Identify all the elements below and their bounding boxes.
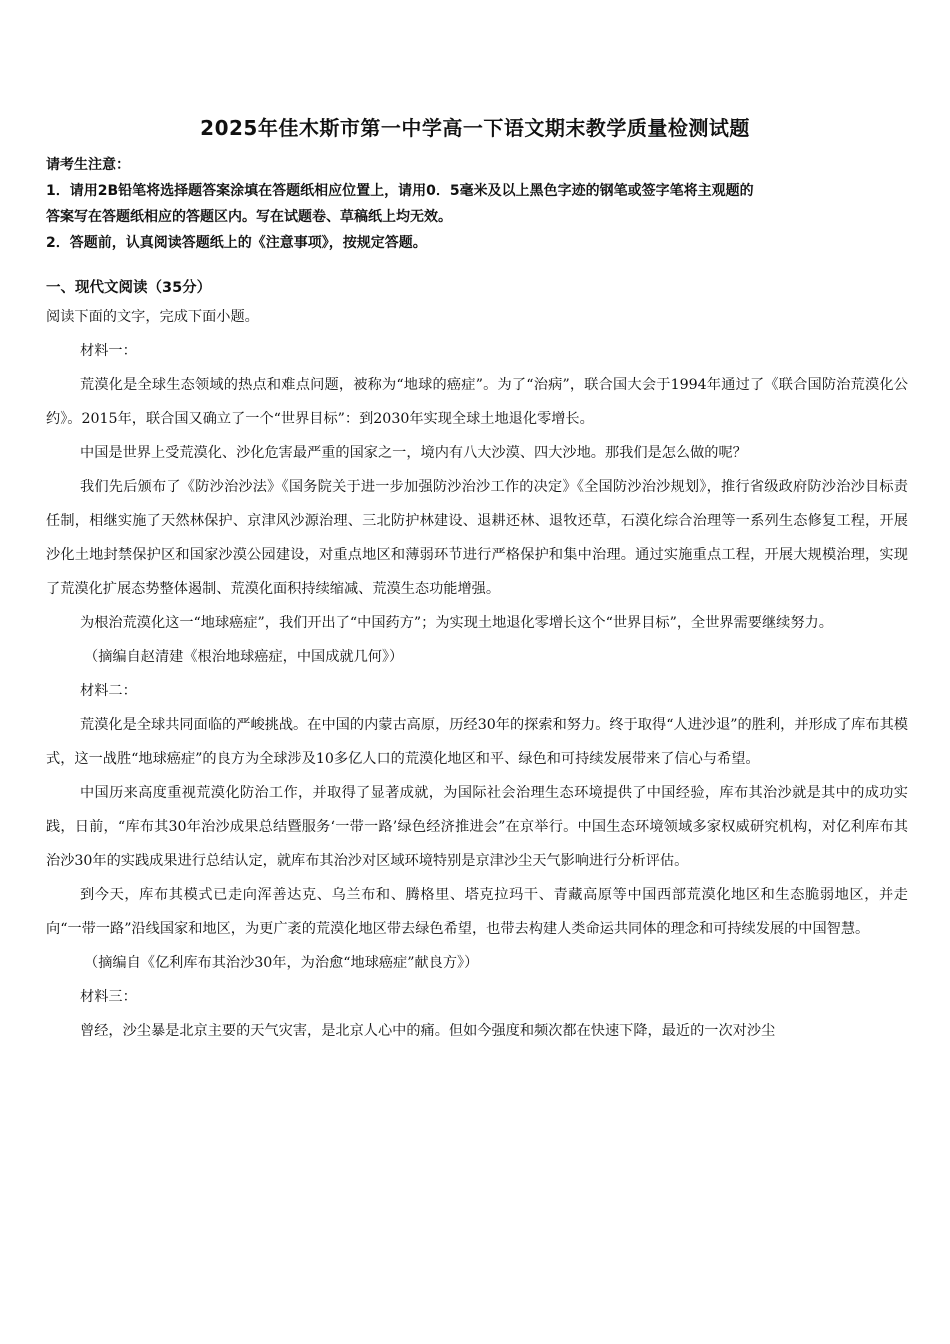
material-1-paragraph-2: 中国是世界上受荒漠化、沙化危害最严重的国家之一，境内有八大沙漠、四大沙地。那我们是怎么做的呢？ xyxy=(80,445,747,461)
material-2-paragraph-1: 荒漠化是全球共同面临的严峻挑战。在中国的内蒙古高原，历经30年的探索和努力。终于取得“人进沙退”的胜利，并形成了库布其模式，这一战胜“地球癌症”的良方为全球涉及10多亿人口的荒漠化地区和平、绿色和可持续发展带来了信心与希望。 xyxy=(46,717,908,767)
notice-item-1-line-2: 答案写在答题纸相应的答题区内。写在试题卷、草稿纸上均无效。 xyxy=(46,209,452,225)
material-1-label: 材料一： xyxy=(80,343,137,359)
material-2-source: （摘编自《亿利库布其治沙30年，为治愈“地球癌症”献良方》） xyxy=(84,955,479,971)
notice-item-2: 2．答题前，认真阅读答题纸上的《注意事项》，按规定答题。 xyxy=(46,235,427,251)
material-2-paragraph-2: 中国历来高度重视荒漠化防治工作，并取得了显著成就，为国际社会治理生态环境提供了中国经验，库布其治沙就是其中的成功实践，日前，“库布其30年治沙成果总结暨服务‘一带一路’绿色经济推进会”在京举行。中国生态环境领域多家权威研究机构，对亿利库布其治沙30年的实践成果进行总结认定，就库布其治沙对区域环境特别是京津沙尘天气影响进行分析评估。 xyxy=(46,785,908,869)
material-3-paragraph-1: 曾经，沙尘暴是北京主要的天气灾害，是北京人心中的痛。但如今强度和频次都在快速下降，最近的一次对沙尘 xyxy=(80,1023,776,1039)
notice-item-1-line-1: 1．请用2B铅笔将选择题答案涂填在答题纸相应位置上，请用0．5毫米及以上黑色字迹的钢笔或签字笔将主观题的 xyxy=(46,183,754,199)
material-3-label: 材料三： xyxy=(80,989,137,1005)
instruction-text: 阅读下面的文字，完成下面小题。 xyxy=(46,309,259,325)
material-2-paragraph-3: 到今天，库布其模式已走向浑善达克、乌兰布和、腾格里、塔克拉玛干、青藏高原等中国西部荒漠化地区和生态脆弱地区，并走向“一带一路”沿线国家和地区，为更广袤的荒漠化地区带去绿色希望，也带去构建人类命运共同体的理念和可持续发展的中国智慧。 xyxy=(46,887,908,937)
exam-notice xyxy=(46,152,916,256)
page-title: 2025年佳木斯市第一中学高一下语文期末教学质量检测试题 xyxy=(200,116,750,140)
material-1-paragraph-4: 为根治荒漠化这一“地球癌症”，我们开出了“中国药方”；为实现土地退化零增长这个“世界目标”，全世界需要继续努力。 xyxy=(80,615,833,631)
material-2-label: 材料二： xyxy=(80,683,137,699)
material-1-paragraph-3: 我们先后颁布了《防沙治沙法》《国务院关于进一步加强防沙治沙工作的决定》《全国防沙治沙规划》，推行省级政府防沙治沙目标责任制，相继实施了天然林保护、京津风沙源治理、三北防护林建设、退耕还林、退牧还草，石漠化综合治理等一系列生态修复工程，开展沙化土地封禁保护区和国家沙漠公园建设，对重点地区和薄弱环节进行严格保护和集中治理。通过实施重点工程，开展大规模治理，实现了荒漠化扩展态势整体遏制、荒漠化面积持续缩减、荒漠生态功能增强。 xyxy=(46,479,908,597)
notice-heading: 请考生注意： xyxy=(46,157,130,173)
material-1-paragraph-1: 荒漠化是全球生态领域的热点和难点问题，被称为“地球的癌症”。为了“治病”，联合国大会于1994年通过了《联合国防治荒漠化公约》。2015年，联合国又确立了一个“世界目标”：到2030年实现全球土地退化零增长。 xyxy=(46,377,908,427)
material-1-source: （摘编自赵清建《根治地球癌症，中国成就几何》） xyxy=(84,649,404,665)
section-heading: 一、现代文阅读（35分） xyxy=(46,280,212,296)
reading-passage xyxy=(46,300,908,1048)
